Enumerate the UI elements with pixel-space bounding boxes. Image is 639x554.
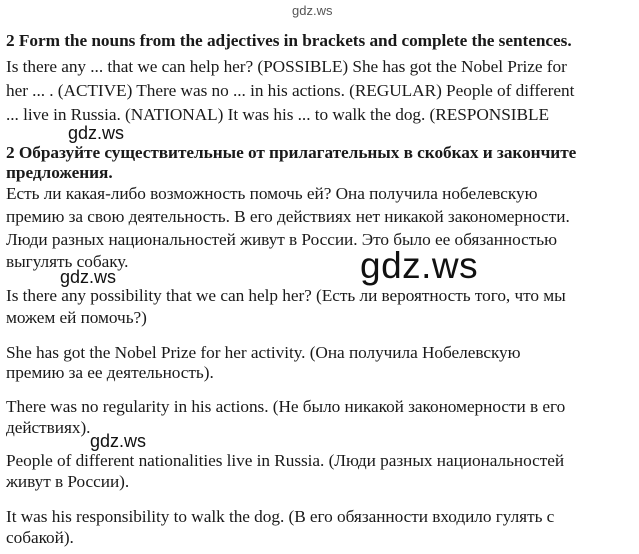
watermark: gdz.ws bbox=[60, 267, 117, 287]
task-en-heading: 2 Form the nouns from the adjectives in brackets and complete the sentences. bbox=[6, 31, 572, 50]
answer-line: She has got the Nobel Prize for her activity. (Она получила Нобелевскую bbox=[6, 343, 521, 362]
answer-line: People of different nationalities live in Russia. (Люди разных национальностей bbox=[6, 451, 565, 470]
task-ru-heading: 2 Образуйте существительные от прилагательных в скобках и закончите bbox=[6, 143, 577, 162]
task-ru-line: Люди разных национальностей живут в России. Это было ее обязанностью bbox=[6, 230, 557, 249]
task-ru-heading: предложения. bbox=[6, 163, 113, 182]
watermark-large: gdz.ws bbox=[360, 245, 479, 286]
watermark-top: gdz.ws bbox=[292, 3, 333, 18]
answer-line: живут в России). bbox=[6, 472, 130, 491]
task-en-line: ... live in Russia. (NATIONAL) It was his ... to walk the dog. (RESPONSIBLE bbox=[6, 105, 549, 124]
task-ru-line: выгулять собаку. bbox=[6, 252, 129, 271]
answer-line: It was his responsibility to walk the dog. (В его обязанности входило гулять с bbox=[6, 507, 555, 526]
task-en-line: Is there any ... that we can help her? (POSSIBLE) She has got the Nobel Prize for bbox=[6, 57, 567, 76]
watermark: gdz.ws bbox=[68, 123, 125, 143]
watermark: gdz.ws bbox=[90, 431, 147, 451]
task-ru-line: премию за свою деятельность. В его действиях нет никакой закономерности. bbox=[6, 207, 570, 226]
task-ru-line: Есть ли какая-либо возможность помочь ей? Она получила нобелевскую bbox=[6, 184, 538, 203]
answer-line: Is there any possibility that we can help her? (Есть ли вероятность того, что мы bbox=[6, 286, 566, 305]
answer-line: действиях). bbox=[6, 418, 91, 437]
answer-line: премию за ее деятельность). bbox=[6, 363, 214, 382]
answer-line: There was no regularity in his actions. (Не было никакой закономерности в его bbox=[6, 397, 566, 416]
task-en-line: her ... . (ACTIVE) There was no ... in his actions. (REGULAR) People of different bbox=[6, 81, 575, 100]
answer-line: собакой). bbox=[6, 528, 74, 547]
answer-line: можем ей помочь?) bbox=[6, 308, 147, 327]
